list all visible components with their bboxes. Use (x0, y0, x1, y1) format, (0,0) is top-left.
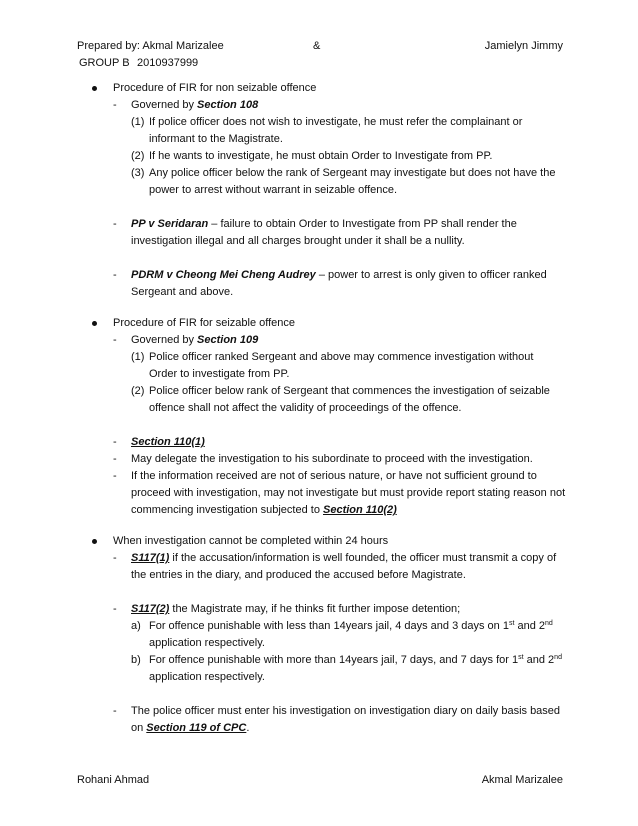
footer-left: Rohani Ahmad (77, 774, 150, 786)
group-label: GROUP B (79, 57, 130, 69)
section-title: When investigation cannot be completed within 24 hours (113, 535, 389, 547)
page-header (77, 38, 563, 69)
bullet-icon (92, 321, 97, 326)
section-ref: S117(2) (131, 603, 170, 615)
numbered-item: (2) Police officer below rank of Sergeant that commences the investigation of seizable offence shall not affect the validity of proceedings of the offence. (131, 385, 550, 414)
dash-item: - May delegate the investigation to his subordinate to proceed with the investigation. (113, 453, 533, 465)
section-ref: Section 110(2) (323, 504, 397, 516)
section-ref: Section 108 (197, 99, 259, 111)
footer-right: Akmal Marizalee (481, 774, 563, 786)
ampersand: & (313, 40, 321, 52)
section-seizable (0, 315, 638, 519)
prepared-by: Prepared by: Akmal Marizalee (77, 40, 224, 52)
bullet-icon (92, 539, 97, 544)
section-24-hours (0, 533, 638, 737)
dash-item: - If the information received are not of serious nature, or have not sufficient ground to proceed with investigation, may not investigate but must provide report stating reason not commencing investigation subjected to Section 110(2) (113, 470, 566, 516)
bullet-icon (92, 86, 97, 91)
dash-item: - PP v Seridaran – failure to obtain Order to Investigate from PP shall render the investigation illegal and all charges brought under it shall be a nullity. (113, 218, 517, 247)
section-ref: Section 110(1) (131, 436, 205, 448)
page-footer (77, 774, 563, 791)
section-ref: S117(1) (131, 552, 170, 564)
dash-item: - PDRM v Cheong Mei Cheng Audrey – power to arrest is only given to officer ranked Sergeant and above. (113, 269, 547, 298)
dash-item: - Governed by Section 109 (113, 334, 259, 346)
section-ref: Section 109 (197, 334, 259, 346)
student-id: 2010937999 (137, 57, 199, 69)
dash-item: - S117(1) if the accusation/information is well founded, the officer must transmit a copy of the entries in the diary, and produced the accused before Magistrate. (113, 552, 557, 581)
dash-item: - S117(2) the Magistrate may, if he thinks fit further impose detention; (113, 603, 461, 615)
dash-item: - Governed by Section 108 (113, 99, 259, 111)
bullet-item (0, 533, 638, 550)
bullet-item (0, 80, 638, 97)
section-title: Procedure of FIR for seizable offence (113, 317, 296, 329)
bullet-item (0, 315, 638, 332)
numbered-item: (3) Any police officer below the rank of Sergeant may investigate but does not have the power to arrest without warrant in seizable offence. (131, 167, 556, 196)
lettered-item: b) For offence punishable with more than 14years jail, 7 days, and 7 days for 1st and 2nd application respectively. (131, 654, 562, 683)
section-title: Procedure of FIR for non seizable offence (113, 82, 317, 94)
document-body (0, 80, 638, 737)
lettered-item: a) For offence punishable with less than 14years jail, 4 days and 3 days on 1st and 2nd application respectively. (131, 620, 553, 649)
dash-item: - Section 110(1) (113, 436, 205, 448)
section-ref: Section 119 of CPC (146, 722, 247, 734)
case-name: PP v Seridaran (131, 218, 209, 230)
dash-item: - The police officer must enter his investigation on investigation diary on daily basis based on Section 119 of CPC. (113, 705, 561, 734)
coauthor: Jamielyn Jimmy (484, 40, 563, 52)
case-name: PDRM v Cheong Mei Cheng Audrey (131, 269, 316, 281)
section-non-seizable (0, 80, 638, 301)
numbered-item: (1) If police officer does not wish to investigate, he must refer the complainant or informant to the Magistrate. (131, 116, 523, 145)
numbered-item: (2) If he wants to investigate, he must obtain Order to Investigate from PP. (131, 150, 493, 162)
numbered-item: (1) Police officer ranked Sergeant and above may commence investigation without Order to investigate from PP. (131, 351, 534, 380)
